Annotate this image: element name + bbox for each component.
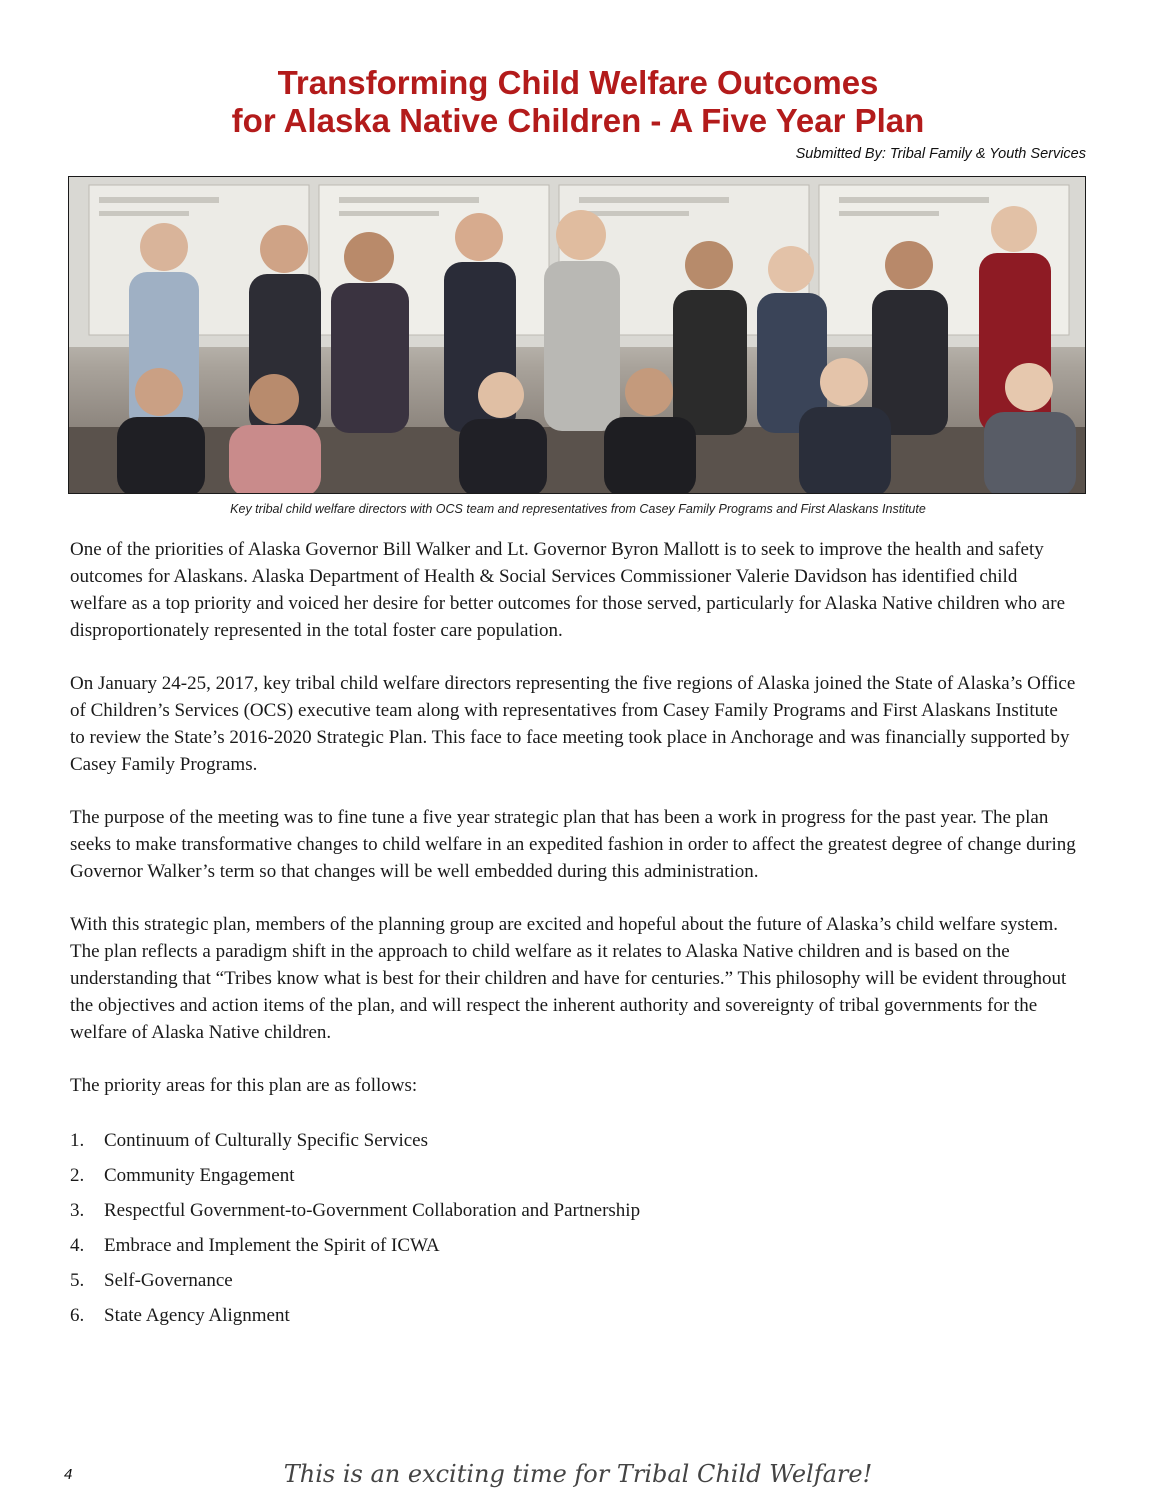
group-photo-illustration: [69, 177, 1085, 493]
photo-caption: Key tribal child welfare directors with OCS team and representatives from Casey Family Programs and First Alaskans Institute: [230, 502, 926, 516]
list-item-number: 1.: [70, 1130, 85, 1151]
list-item: [70, 1232, 1076, 1267]
list-item-text: Continuum of Culturally Specific Services: [104, 1130, 429, 1151]
paragraph-4: With this strategic plan, members of the planning group are excited and hopeful about the future of Alaska’s child welfare system. The plan reflects a paradigm shift in the approach to child welfare as it relates to Alaska Native children and is based on the understanding that “Tribes know what is best for their children and have for centuries.” This philosophy will be evident throughout the objectives and action items of the plan, and will respect the inherent authority and sovereignty of tribal governments for the welfare of Alaska Native children.: [70, 914, 1067, 1043]
paragraph-1: One of the priorities of Alaska Governor Bill Walker and Lt. Governor Byron Mallott is to seek to improve the health and safety outcomes for Alaskans. Alaska Department of Health & Social Services Commissioner Valerie Davidson has identified child welfare as a top priority and voiced her desire for better outcomes for those served, particularly for Alaska Native children who are disproportionately represented in the total foster care population.: [70, 539, 1066, 641]
priority-list: [70, 1127, 1076, 1337]
list-item-text: Community Engagement: [104, 1165, 295, 1186]
list-item-text: Embrace and Implement the Spirit of ICWA: [104, 1235, 440, 1256]
list-item: [70, 1267, 1076, 1302]
page-number: 4: [64, 1466, 73, 1483]
list-item: [70, 1302, 1076, 1337]
list-item: [70, 1127, 1076, 1162]
article-body: [70, 536, 1076, 1337]
page-title: [0, 64, 1156, 140]
paragraph-5: The priority areas for this plan are as follows:: [70, 1075, 418, 1096]
list-item-number: 3.: [70, 1200, 85, 1221]
list-item-number: 2.: [70, 1165, 85, 1186]
group-photo: [68, 176, 1086, 494]
paragraph-3: The purpose of the meeting was to fine tune a five year strategic plan that has been a work in progress for the past year. The plan seeks to make transformative changes to child welfare in an expedited fashion in order to affect the greatest degree of change during Governor Walker’s term so that changes will be well embedded during this administration.: [70, 807, 1076, 882]
submitted-by: Submitted By: Tribal Family & Youth Services: [795, 146, 1086, 162]
list-item-number: 4.: [70, 1235, 85, 1256]
closing-line: This is an exciting time for Tribal Child Welfare!: [283, 1460, 873, 1488]
list-item-text: Respectful Government-to-Government Collaboration and Partnership: [104, 1200, 641, 1221]
title-line-2: for Alaska Native Children - A Five Year Plan: [231, 102, 925, 139]
list-item: [70, 1162, 1076, 1197]
list-item: [70, 1197, 1076, 1232]
list-item-text: Self-Governance: [104, 1270, 233, 1291]
list-item-text: State Agency Alignment: [104, 1305, 290, 1326]
list-item-number: 5.: [70, 1270, 85, 1291]
list-item-number: 6.: [70, 1305, 85, 1326]
paragraph-2: On January 24-25, 2017, key tribal child welfare directors representing the five regions of Alaska joined the State of Alaska’s Office of Children’s Services (OCS) executive team along with representatives from Casey Family Programs and First Alaskans Institute to review the State’s 2016-2020 Strategic Plan. This face to face meeting took place in Anchorage and was financially supported by Casey Family Programs.: [70, 673, 1076, 775]
title-line-1: Transforming Child Welfare Outcomes: [277, 64, 879, 101]
